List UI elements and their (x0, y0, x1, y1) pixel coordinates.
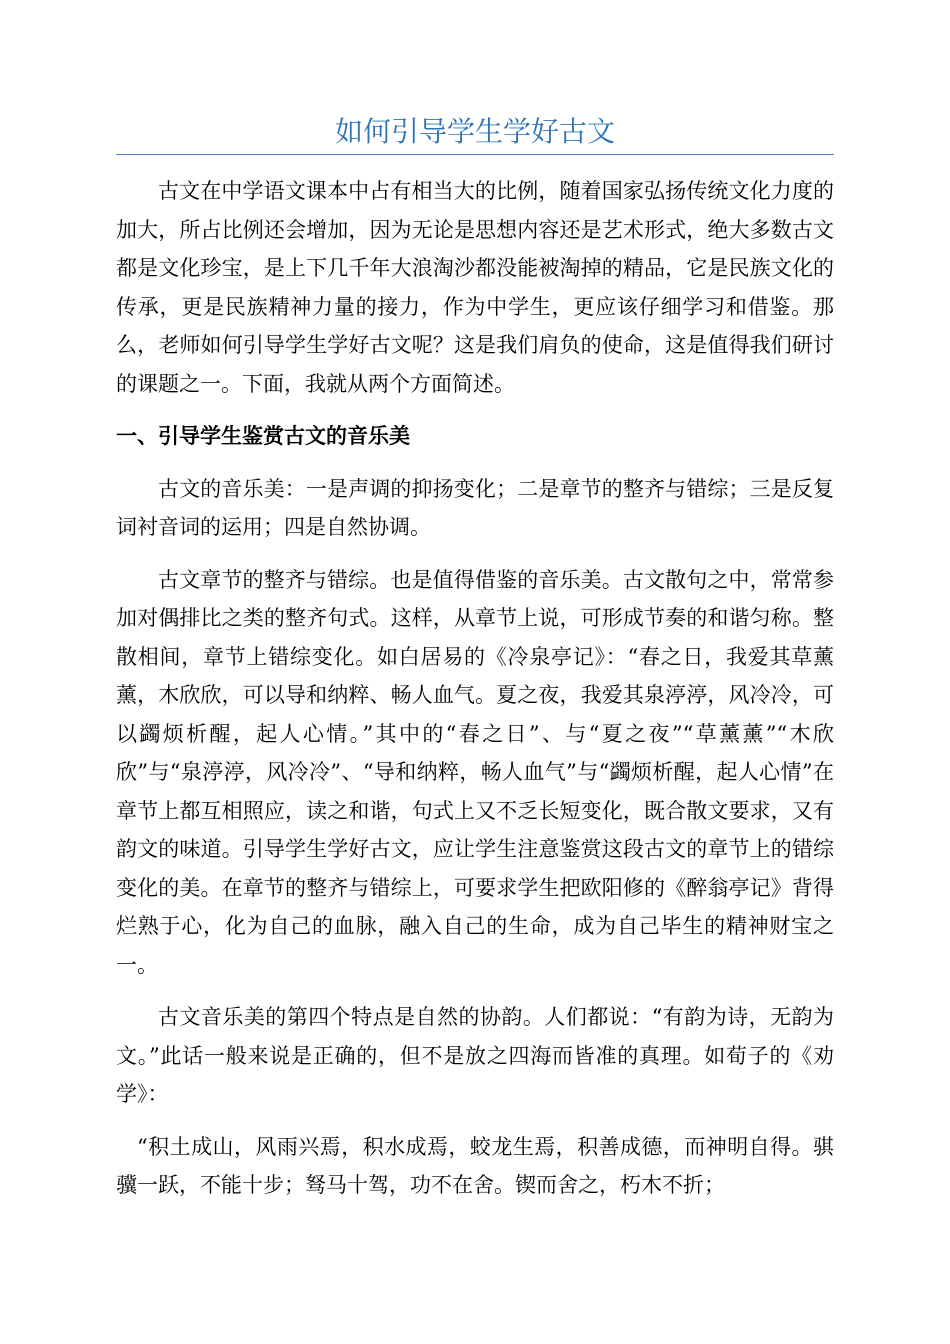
paragraph-natural-rhyme: 古文音乐美的第四个特点是自然的协韵。人们都说：“有韵为诗，无韵为文。”此话一般来说是正确的，但不是放之四海而皆准的真理。如荀子的《劝学》： (116, 1005, 834, 1106)
document-title: 如何引导学生学好古文 (334, 115, 615, 148)
intro-paragraph: 古文在中学语文课本中占有相当大的比例，随着国家弘扬传统文化力度的加大，所占比例还会增加，因为无论是思想内容还是艺术形式，绝大多数古文都是文化珍宝，是上下几千年大浪淘沙都没能被淘掉的精品，它是民族文化的传承，更是民族精神力量的接力，作为中学生，更应该仔细学习和借鉴。那么，老师如何引导学生学好古文呢？这是我们肩负的使命，这是值得我们研讨的课题之一。下面，我就从两个方面简述。 (116, 179, 834, 396)
quote-quanxue: “积土成山，风雨兴焉，积水成焉，蛟龙生焉，积善成德，而神明自得。骐骥一跃，不能十步；驽马十驾，功不在舍。锲而舍之，朽木不折； (116, 1134, 834, 1197)
section-heading-1: 一、引导学生鉴赏古文的音乐美 (116, 424, 410, 448)
document-body (116, 172, 834, 1219)
title-underline (116, 154, 834, 155)
paragraph-chapter-structure: 古文章节的整齐与错综。也是值得借鉴的音乐美。古文散句之中，常常参加对偶排比之类的整齐句式。这样，从章节上说，可形成节奏的和谐匀称。整散相间，章节上错综变化。如白居易的《冷泉亭记》：“春之日，我爱其草薰薰，木欣欣，可以导和纳粹、畅人血气。夏之夜，我爱其泉渟渟，风冷冷，可以蠲烦析醒，起人心情。”其中的“春之日”、与“夏之夜”“草薰薰”“木欣欣”与“泉渟渟，风冷冷”、“导和纳粹，畅人血气”与“蠲烦析醒，起人心情”在章节上都互相照应，读之和谐，句式上又不乏长短变化，既合散文要求，又有韵文的味道。引导学生学好古文，应让学生注意鉴赏这段古文的章节上的错综变化的美。在章节的整齐与错综上，可要求学生把欧阳修的《醉翁亭记》背得烂熟于心，化为自己的血脉，融入自己的生命，成为自己毕生的精神财宝之一。 (116, 567, 834, 977)
paragraph-music-beauty: 古文的音乐美：一是声调的抑扬变化；二是章节的整齐与错综；三是反复词衬音词的运用；四是自然协调。 (116, 476, 834, 539)
